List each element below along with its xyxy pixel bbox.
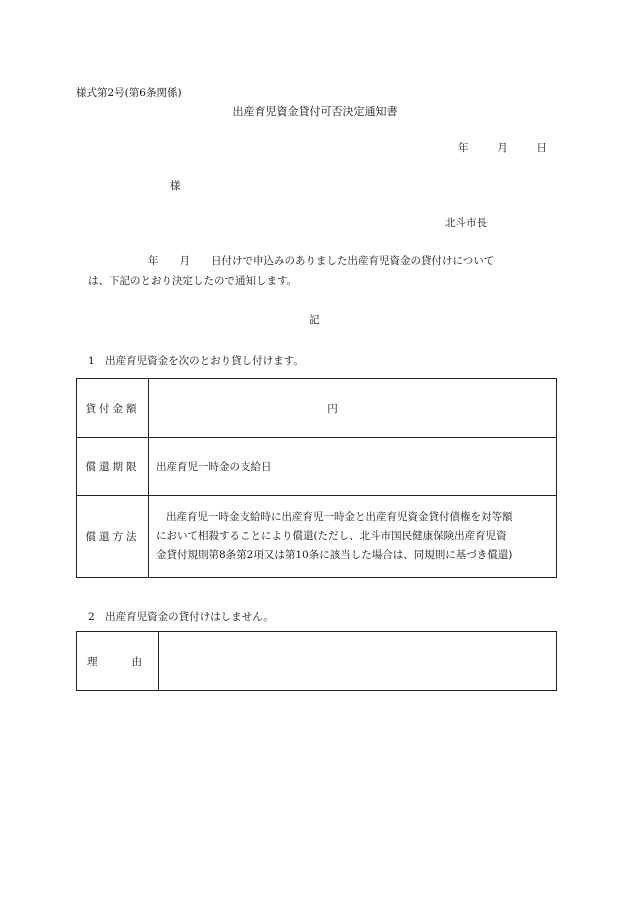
body-line-1: 年 月 日付けで申込みのありました出産育児資金の貸付けについて xyxy=(148,255,495,267)
reason-value xyxy=(159,632,557,691)
reason-label-char-1: 理 xyxy=(87,655,98,668)
document-title: 出産育児資金貸付可否決定通知書 xyxy=(232,105,398,118)
date-month: 月 xyxy=(497,142,508,154)
repayment-method-line-2: において相殺することにより償還(ただし、北斗市国民健康保険出産育児資 xyxy=(156,530,507,542)
date-day: 日 xyxy=(536,142,547,154)
repayment-method-value xyxy=(149,496,557,578)
repayment-deadline-label: 償還期限 xyxy=(77,438,149,496)
section2-heading: 2 出産育児資金の貸付けはしません。 xyxy=(88,611,274,623)
reason-table xyxy=(76,631,557,691)
table-row xyxy=(77,438,557,496)
loan-amount-label: 貸付金額 xyxy=(77,379,149,438)
table-row xyxy=(77,496,557,578)
form-number: 様式第2号(第6条関係) xyxy=(76,87,182,99)
loan-amount-value: 円 xyxy=(149,379,557,438)
table-row xyxy=(77,379,557,438)
sender-name: 北斗市長 xyxy=(445,217,487,229)
ki-marker: 記 xyxy=(309,314,320,326)
date-line xyxy=(458,143,547,154)
addressee-honorific: 様 xyxy=(170,180,181,192)
table-row xyxy=(77,632,557,691)
repayment-method-line-3: 金貸付規則第8条第2項又は第10条に該当した場合は、同規則に基づき償還) xyxy=(156,549,513,561)
section1-heading: 1 出産育児資金を次のとおり貸し付けます。 xyxy=(88,355,304,367)
repayment-method-label: 償還方法 xyxy=(77,496,149,578)
repayment-method-line-1: 出産育児一時金支給時に出産育児一時金と出産育児資金貸付債権を対等額 xyxy=(166,511,513,523)
reason-label xyxy=(77,632,159,691)
repayment-deadline-value: 出産育児一時金の支給日 xyxy=(149,438,557,496)
loan-details-table xyxy=(76,378,557,578)
date-year: 年 xyxy=(458,142,469,154)
reason-label-char-2: 由 xyxy=(131,655,142,668)
body-line-2: は、下記のとおり決定したので通知します。 xyxy=(88,275,298,287)
